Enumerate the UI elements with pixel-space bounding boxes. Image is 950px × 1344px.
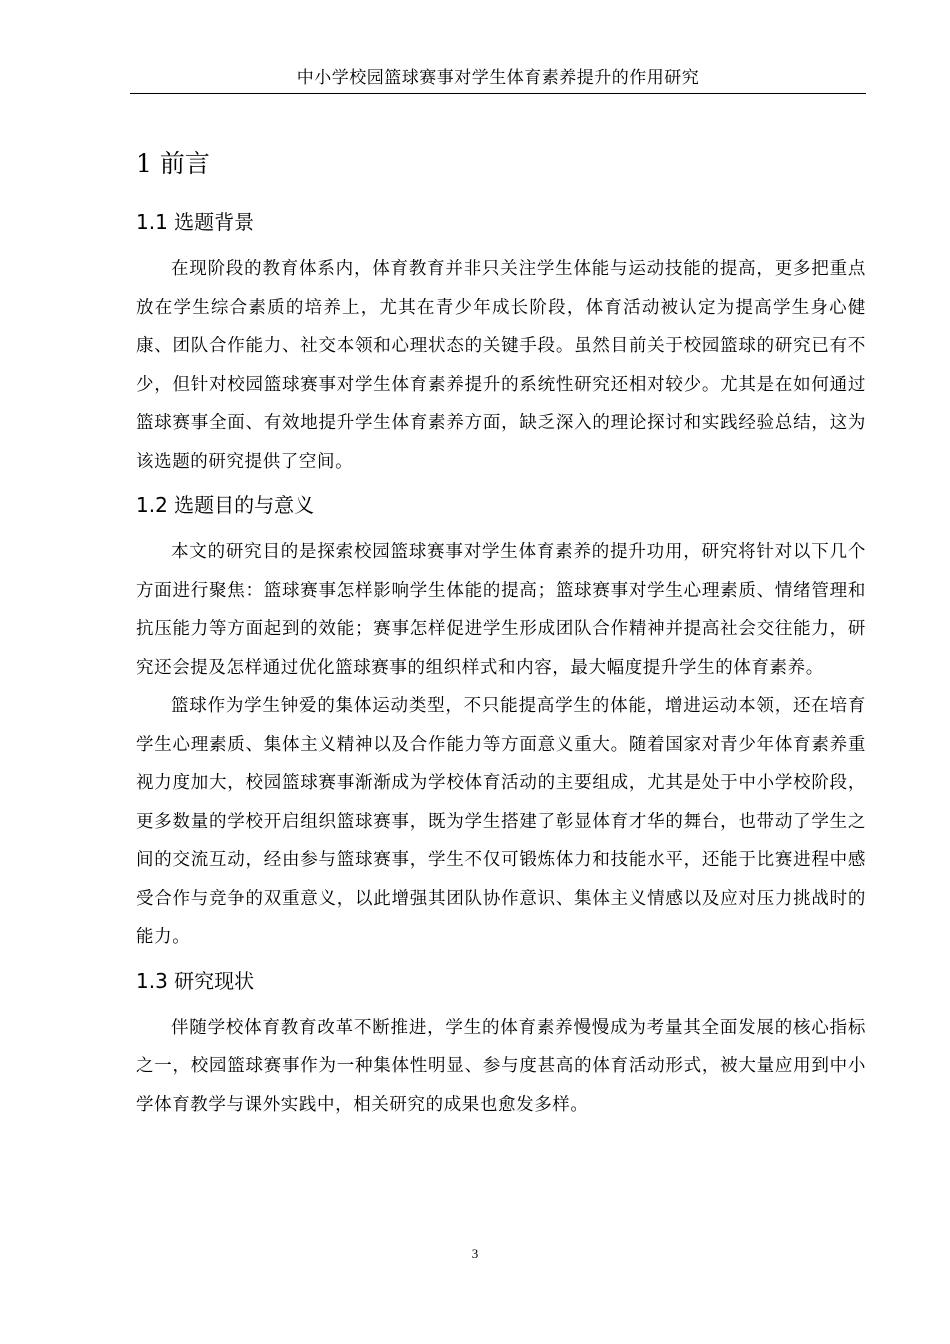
header-divider [130, 93, 866, 94]
chapter-title: 1 前言 [136, 149, 210, 178]
section-spacer [136, 481, 866, 491]
section-title-background: 1.1 选题背景 [136, 210, 255, 234]
paragraph-background: 在现阶段的教育体系内，体育教育并非只关注学生体能与运动技能的提高，更多把重点放在学生综合素质的培养上，尤其在青少年成长阶段，体育活动被认定为提高学生身心健康、团队合作能力、社交本领和心理状态的关键手段。虽然目前关于校园篮球的研究已有不少，但针对校园篮球赛事对学生体育素养提升的系统性研究还相对较少。尤其是在如何通过篮球赛事全面、有效地提升学生体育素养方面，缺乏深入的理论探讨和实践经验总结，这为该选题的研究提供了空间。 [136, 259, 866, 472]
page-number: 3 [471, 1246, 479, 1261]
paragraph-purpose: 本文的研究目的是探索校园篮球赛事对学生体育素养的提升功用，研究将针对以下几个方面进行聚焦：篮球赛事怎样影响学生体能的提高；篮球赛事对学生心理素质、情绪管理和抗压能力等方面起到的效能；赛事怎样促进学生形成团队合作精神并提高社会交往能力，研究还会提及怎样通过优化篮球赛事的组织样式和内容，最大幅度提升学生的体育素养。 [136, 542, 866, 678]
page-body [136, 140, 866, 1124]
running-header-title: 中小学校园篮球赛事对学生体育素养提升的作用研究 [296, 68, 700, 88]
section-spacer [136, 957, 866, 967]
paragraph-status: 伴随学校体育教育改革不断推进，学生的体育素养慢慢成为考量其全面发展的核心指标之一，校园篮球赛事作为一种集体性明显、参与度甚高的体育活动形式，被大量应用到中小学体育教学与课外实践中，相关研究的成果也愈发多样。 [136, 1017, 866, 1115]
section-title-purpose: 1.2 选题目的与意义 [136, 493, 315, 517]
section-title-status: 1.3 研究现状 [136, 968, 255, 993]
paragraph-significance: 篮球作为学生钟爱的集体运动类型，不只能提高学生的体能，增进运动本领，还在培育学生心理素质、集体主义精神以及合作能力等方面意义重大。随着国家对青少年体育素养重视力度加大，校园篮球赛事渐渐成为学校体育活动的主要组成，尤其是处于中小学校阶段，更多数量的学校开启组织篮球赛事，既为学生搭建了彰显体育才华的舞台，也带动了学生之间的交流互动，经由参与篮球赛事，学生不仅可锻炼体力和技能水平，还能于比赛进程中感受合作与竞争的双重意义，以此增强其团队协作意识、集体主义情感以及应对压力挑战时的能力。 [136, 696, 866, 947]
